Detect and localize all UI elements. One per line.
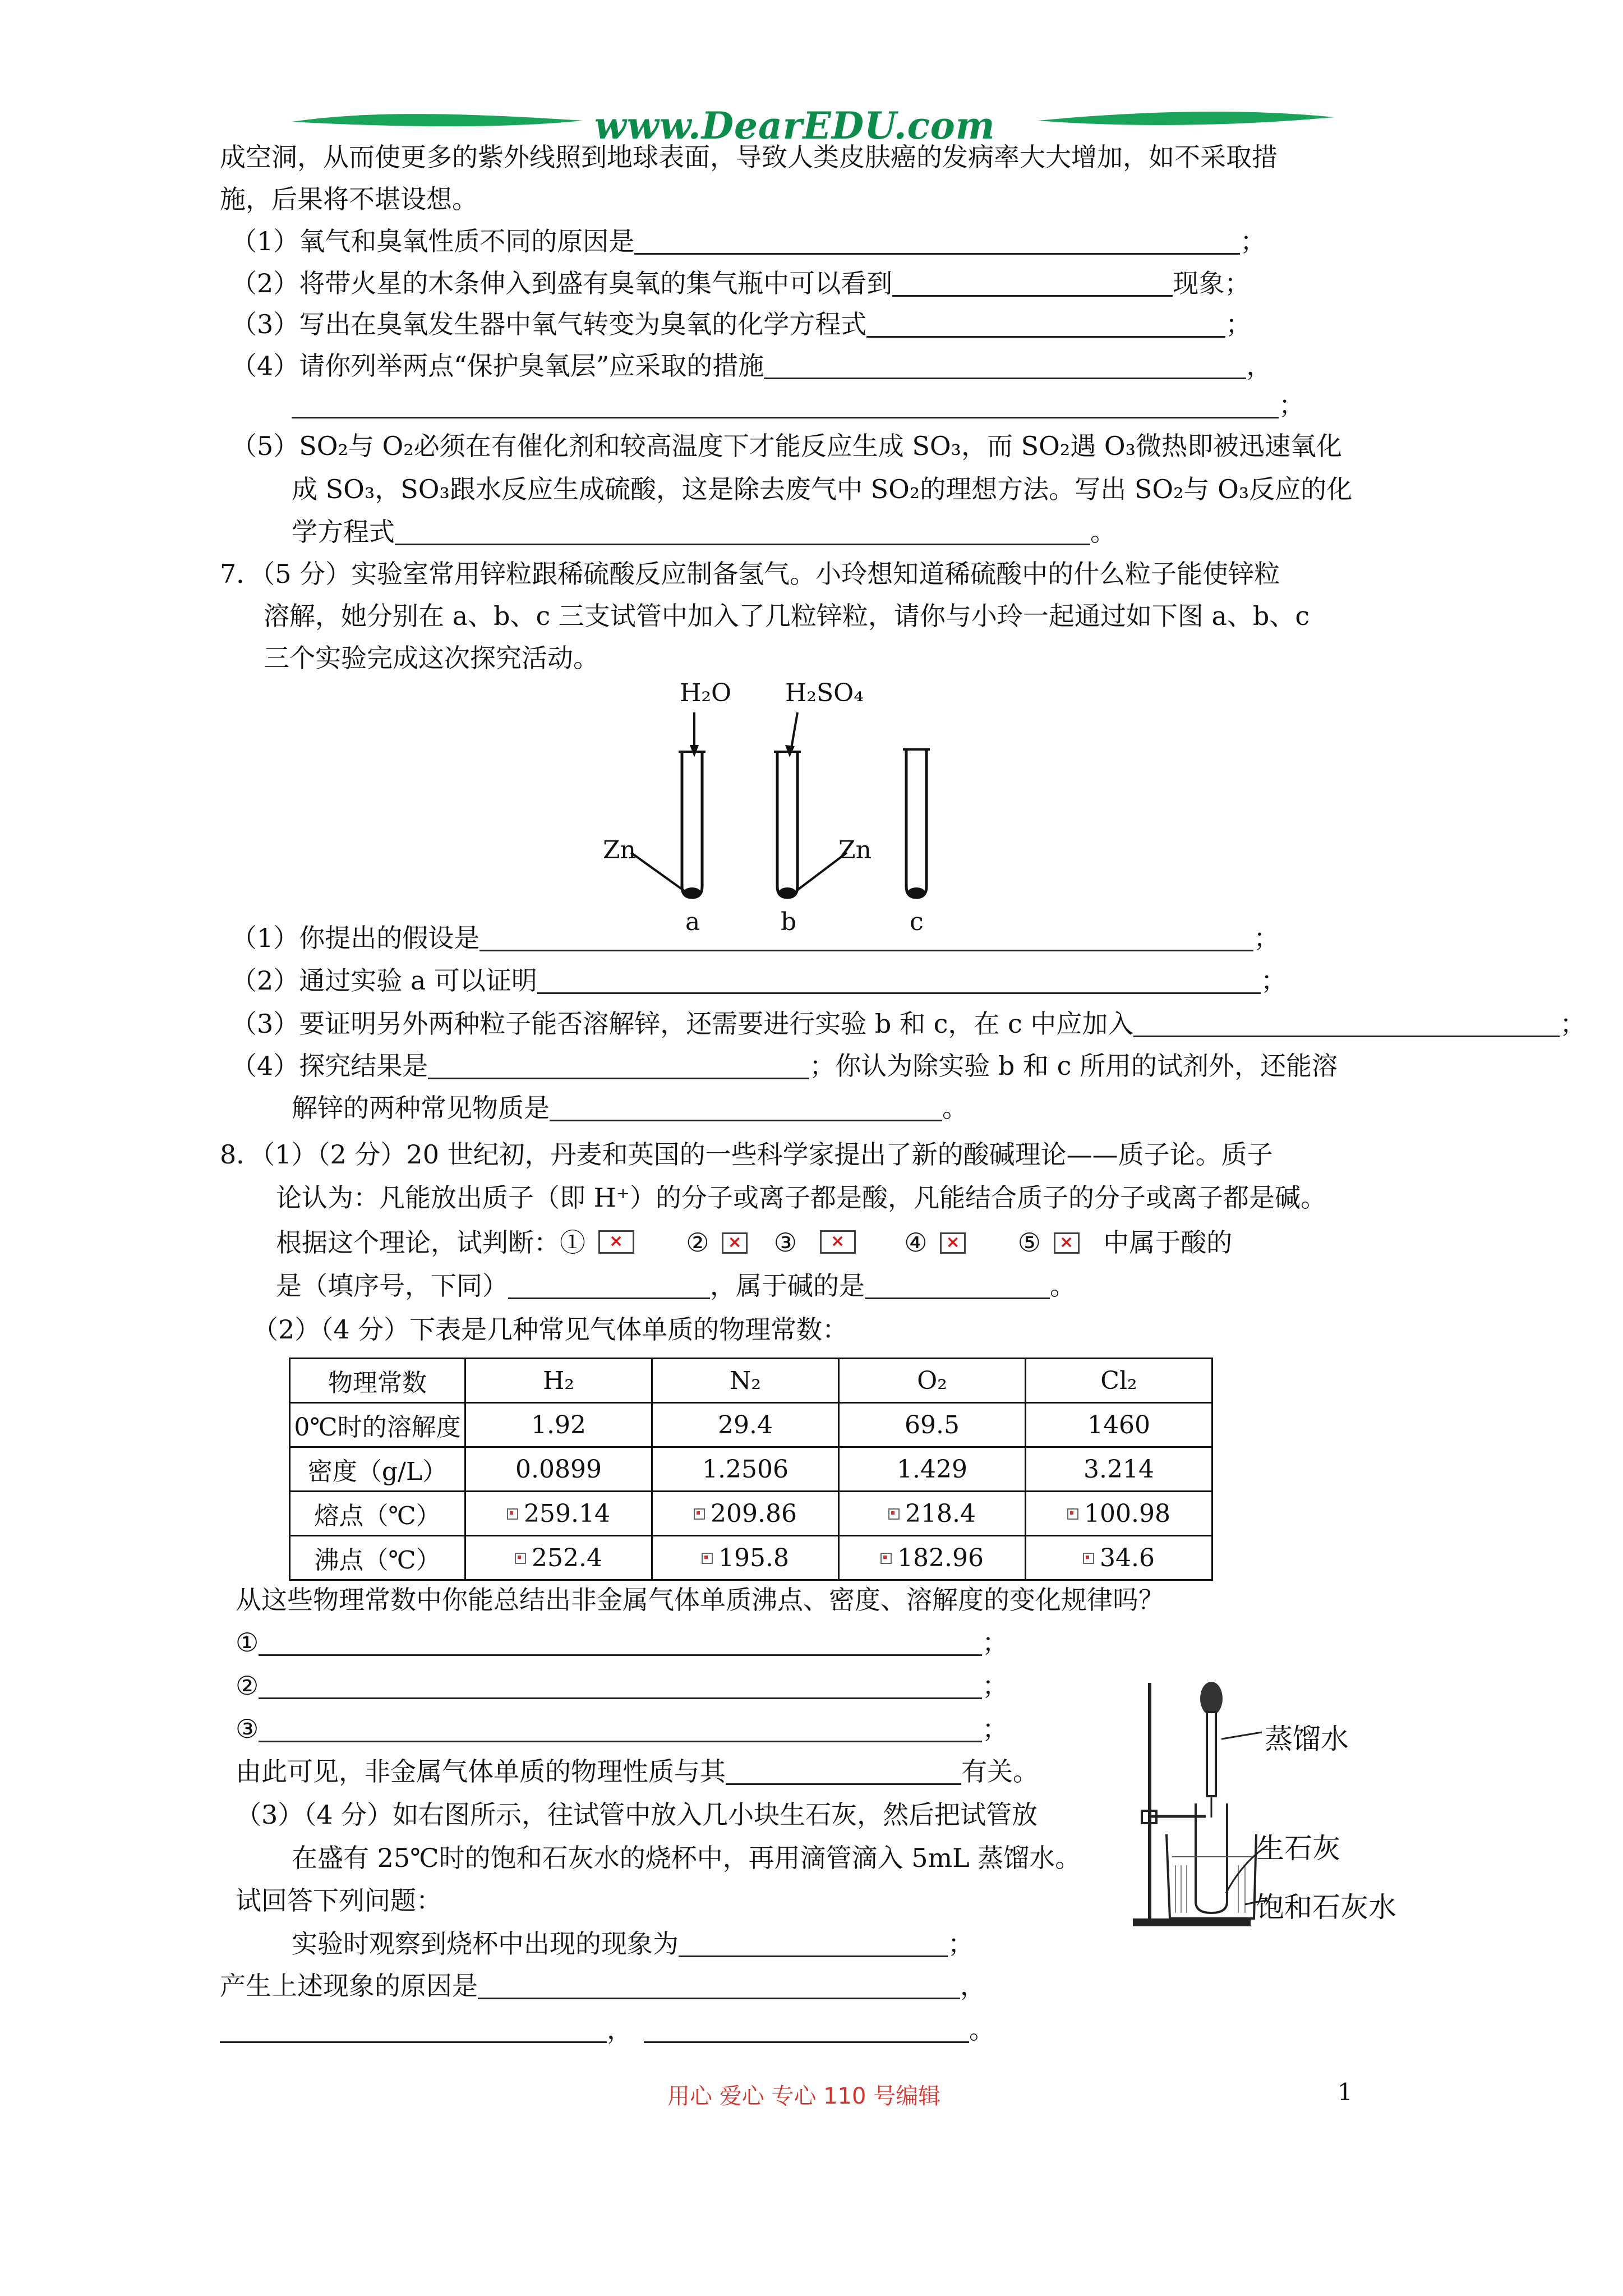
punct: ； <box>948 1929 974 1959</box>
broken-image-icon: × <box>1054 1232 1080 1254</box>
punct: ， <box>1246 351 1272 381</box>
table-cell: 1.92 <box>465 1403 652 1447</box>
answer-blank[interactable] <box>395 516 1090 545</box>
table-cell <box>465 1492 652 1536</box>
table-cell <box>839 1492 1026 1536</box>
question-text: 有关。 <box>961 1756 1039 1787</box>
header-logo-text: www.DearEDU.com <box>594 104 995 148</box>
question-text: （3）要证明另外两种粒子能否溶解锌，还需要进行实验 b 和 c，在 c 中应加入 <box>231 1009 1134 1039</box>
text-line: 成空洞，从而使更多的紫外线照到地球表面，导致人类皮肤癌的发病率大大增加，如不采取措 <box>220 142 1278 172</box>
page-number: 1 <box>1338 2078 1353 2106</box>
table-header-cell: 物理常数 <box>290 1359 465 1403</box>
table-cell <box>652 1492 839 1536</box>
punct: ， <box>607 2014 633 2045</box>
label-saturated-limewater: 饱和石灰水 <box>1256 1891 1396 1924</box>
table-header-cell: Cl₂ <box>1026 1359 1212 1403</box>
circle-number: ③ <box>236 1714 259 1744</box>
minus-sign-placeholder-icon <box>507 1508 518 1520</box>
punct: ； <box>982 1714 1008 1744</box>
question-text: 在盛有 25℃时的饱和石灰水的烧杯中，再用滴管滴入 5mL 蒸馏水。 <box>292 1843 1081 1873</box>
cell-value: 34.6 <box>1100 1543 1155 1572</box>
cell-value: 218.4 <box>905 1499 976 1528</box>
broken-image-icon: × <box>722 1232 748 1254</box>
table-row <box>290 1536 1212 1580</box>
table-cell: 密度（g/L） <box>290 1447 465 1492</box>
punct: ； <box>1560 1009 1586 1039</box>
question-text: 试回答下列问题： <box>236 1885 442 1916</box>
physical-constants-table <box>289 1358 1213 1581</box>
answer-blank[interactable] <box>292 389 1279 418</box>
tube-label-a: a <box>685 908 700 936</box>
answer-blank[interactable] <box>428 1050 809 1079</box>
question-text: ② <box>686 1227 709 1258</box>
table-cell <box>652 1536 839 1580</box>
label-zn: Zn <box>838 836 872 864</box>
question-text: 中属于酸的 <box>1103 1227 1233 1258</box>
table-cell <box>839 1536 1026 1580</box>
answer-blank[interactable] <box>550 1092 942 1121</box>
question-text: ③ <box>773 1227 797 1258</box>
answer-blank[interactable] <box>644 2013 969 2043</box>
cell-value: 100.98 <box>1084 1499 1170 1528</box>
answer-blank[interactable] <box>865 1269 1050 1299</box>
punct: ； <box>1253 923 1280 953</box>
minus-sign-placeholder-icon <box>702 1553 713 1564</box>
broken-image-icon: × <box>598 1230 634 1254</box>
question-text: 由此可见，非金属气体单质的物理性质与其 <box>236 1756 726 1787</box>
question-text: （2）（4 分）下表是几种常见气体单质的物理常数： <box>252 1314 849 1345</box>
tube-label-c: c <box>910 908 924 936</box>
punct: ； <box>982 1627 1008 1658</box>
minus-sign-placeholder-icon <box>694 1508 705 1520</box>
question-text: 成 SO₃，SO₃跟水反应生成硫酸，这是除去废气中 SO₂的理想方法。写出 SO₂与 O₃反应的化 <box>292 474 1353 504</box>
table-cell: 沸点（℃） <box>290 1536 465 1580</box>
question-text: 根据这个理论，试判断：① <box>276 1227 585 1258</box>
question-text: （2）将带火星的木条伸入到盛有臭氧的集气瓶中可以看到 <box>231 268 893 298</box>
table-cell: 1460 <box>1026 1403 1212 1447</box>
table-cell <box>1026 1492 1212 1536</box>
table-cell <box>465 1536 652 1580</box>
question-text: 学方程式 <box>292 517 395 547</box>
punct: 。 <box>942 1093 968 1123</box>
question-text: （4）请你列举两点“保护臭氧层”应采取的措施 <box>231 351 764 381</box>
minus-sign-placeholder-icon <box>888 1508 900 1520</box>
question-text: 溶解，她分别在 a、b、c 三支试管中加入了几粒锌粒，请你与小玲一起通过如下图 a、b、c <box>264 601 1310 631</box>
label-distilled-water: 蒸馏水 <box>1265 1723 1349 1755</box>
table-cell: 0.0899 <box>465 1447 652 1492</box>
cell-value: 195.8 <box>718 1543 789 1572</box>
question-text: ⑤ <box>1017 1227 1041 1258</box>
minus-sign-placeholder-icon <box>1083 1553 1094 1564</box>
question-text: （1）氧气和臭氧性质不同的原因是 <box>231 226 635 256</box>
answer-blank[interactable] <box>479 922 1253 951</box>
circle-number: ② <box>236 1671 259 1701</box>
table-cell: 熔点（℃） <box>290 1492 465 1536</box>
answer-blank[interactable] <box>508 1269 710 1299</box>
table-header-cell: H₂ <box>465 1359 652 1403</box>
table-cell: 0℃时的溶解度 <box>290 1403 465 1447</box>
footer-text: 用心 爱心 专心 110 号编辑 <box>667 2083 941 2109</box>
question-text: ，属于碱的是 <box>710 1271 865 1301</box>
minus-sign-placeholder-icon <box>515 1553 526 1564</box>
punct: ； <box>1240 226 1266 256</box>
answer-blank[interactable] <box>634 225 1240 255</box>
answer-blank[interactable] <box>866 308 1225 338</box>
question-text: （1）你提出的假设是 <box>231 923 480 953</box>
table-header-cell: N₂ <box>652 1359 839 1403</box>
question-text: 产生上述现象的原因是 <box>220 1971 478 2001</box>
question-text: 7．（5 分）实验室常用锌粒跟稀硫酸反应制备氢气。小玲想知道稀硫酸中的什么粒子能使锌粒 <box>220 559 1280 589</box>
table-cell <box>1026 1536 1212 1580</box>
question-text: 是（填序号，下同） <box>276 1271 508 1301</box>
answer-blank[interactable] <box>478 1970 960 1999</box>
minus-sign-placeholder-icon <box>880 1553 892 1564</box>
answer-blank[interactable] <box>259 1713 982 1742</box>
question-text: ④ <box>904 1227 928 1258</box>
question-text: 解锌的两种常见物质是 <box>292 1093 550 1123</box>
punct: ； <box>1260 965 1287 996</box>
tube-label-b: b <box>781 908 797 936</box>
label-h2so4: H₂SO₄ <box>785 679 864 707</box>
answer-blank[interactable] <box>764 349 1246 379</box>
punct: ； <box>1279 390 1304 420</box>
answer-blank[interactable] <box>259 1626 982 1656</box>
punct: ； <box>982 1671 1008 1701</box>
table-header-cell: O₂ <box>839 1359 1026 1403</box>
question-text: （3）（4 分）如右图所示，往试管中放入几小块生石灰，然后把试管放 <box>236 1800 1038 1830</box>
table-row <box>290 1447 1212 1492</box>
table-cell: 1.429 <box>839 1447 1026 1492</box>
circle-number: ① <box>236 1627 259 1658</box>
question-text: （4）探究结果是 <box>231 1051 428 1081</box>
label-quicklime: 生石灰 <box>1256 1832 1340 1865</box>
answer-blank[interactable] <box>537 964 1261 994</box>
broken-image-icon: × <box>940 1232 966 1254</box>
table-cell: 29.4 <box>652 1403 839 1447</box>
broken-image-icon: × <box>820 1230 856 1254</box>
question-text: 论认为：凡能放出质子（即 H⁺）的分子或离子都是酸，凡能结合质子的分子或离子都是碱。 <box>276 1182 1327 1213</box>
answer-blank[interactable] <box>679 1927 948 1957</box>
punct: 。 <box>969 2014 995 2045</box>
cell-value: 259.14 <box>524 1499 610 1528</box>
table-header-row <box>290 1359 1212 1403</box>
question-text: 从这些物理常数中你能总结出非金属气体单质沸点、密度、溶解度的变化规律吗？ <box>236 1585 1164 1615</box>
punct: ； <box>1225 309 1252 339</box>
table-row <box>290 1492 1212 1536</box>
answer-blank[interactable] <box>1133 1007 1560 1037</box>
table-row <box>290 1403 1212 1447</box>
answer-blank[interactable] <box>726 1755 961 1785</box>
cell-value: 209.86 <box>711 1499 797 1528</box>
answer-blank[interactable] <box>259 1669 982 1699</box>
punct: 。 <box>1090 517 1116 547</box>
question-text: ；你认为除实验 b 和 c 所用的试剂外，还能溶 <box>809 1051 1338 1081</box>
label-zn: Zn <box>603 836 636 864</box>
text-line: 施，后果将不堪设想。 <box>220 184 478 214</box>
question-text: 8．（1）（2 分）20 世纪初，丹麦和英国的一些科学家提出了新的酸碱理论——质子论。质子 <box>220 1139 1273 1170</box>
table-cell: 1.2506 <box>652 1447 839 1492</box>
beaker-apparatus-figure <box>1127 1677 1273 1935</box>
question-text: 实验时观察到烧杯中出现的现象为 <box>292 1929 679 1959</box>
answer-blank[interactable] <box>220 2013 607 2043</box>
question-text: （3）写出在臭氧发生器中氧气转变为臭氧的化学方程式 <box>231 309 867 339</box>
cell-value: 252.4 <box>532 1543 602 1572</box>
minus-sign-placeholder-icon <box>1067 1508 1078 1520</box>
answer-blank[interactable] <box>892 267 1173 297</box>
question-text: （5）SO₂与 O₂必须在有催化剂和较高温度下才能反应生成 SO₃，而 SO₂遇 O₃微热即被迅速氧化 <box>231 431 1343 461</box>
question-text: 现象； <box>1173 268 1251 298</box>
question-text: （2）通过实验 a 可以证明 <box>231 965 537 996</box>
table-cell: 69.5 <box>839 1403 1026 1447</box>
punct: ， <box>960 1971 986 2001</box>
label-h2o: H₂O <box>680 679 732 707</box>
cell-value: 182.96 <box>897 1543 984 1572</box>
question-text: 三个实验完成这次探究活动。 <box>264 643 599 673</box>
punct: 。 <box>1050 1271 1076 1301</box>
table-cell: 3.214 <box>1026 1447 1212 1492</box>
